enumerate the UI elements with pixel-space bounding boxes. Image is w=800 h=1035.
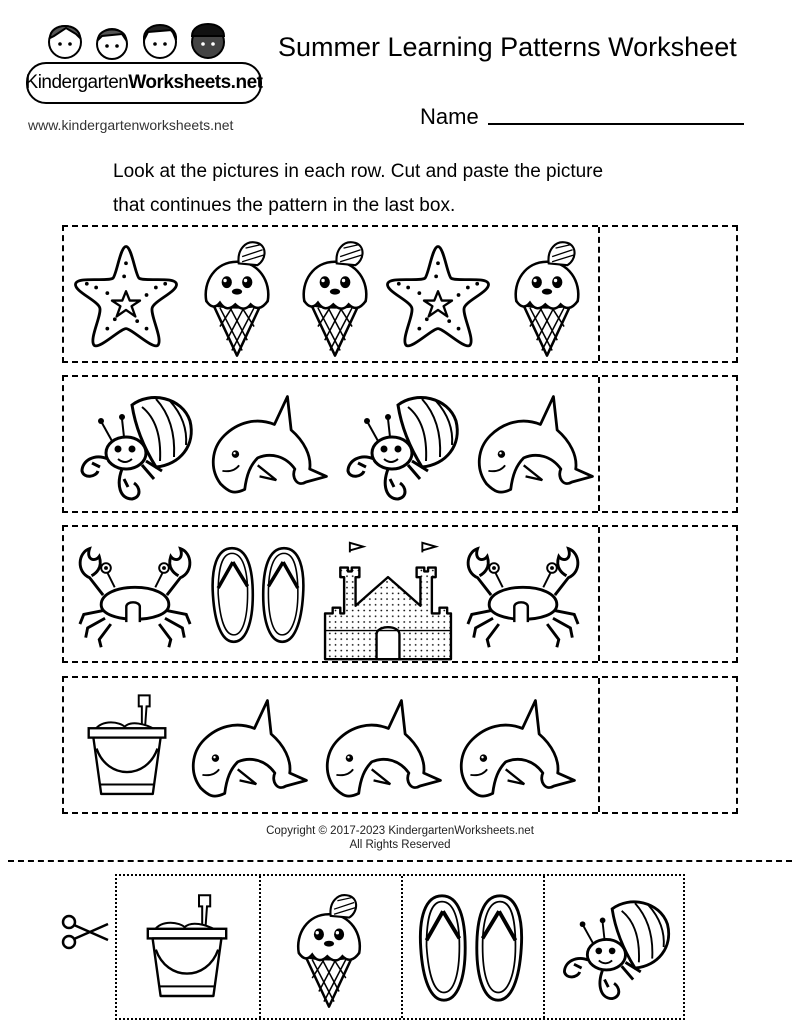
answer-box-divider	[598, 527, 600, 661]
name-write-line[interactable]	[488, 123, 744, 125]
logo-banner	[26, 62, 262, 104]
name-label: Name	[420, 104, 479, 129]
pattern-row-2	[62, 375, 738, 513]
dolphin-icon	[202, 387, 332, 499]
copyright	[0, 824, 800, 852]
cut-separator	[259, 876, 261, 1018]
crab-icon	[460, 539, 586, 655]
pattern-row-4	[62, 676, 738, 814]
flip-flops-icon[interactable]	[413, 890, 529, 1006]
ice-cream-icon	[194, 231, 280, 359]
hermit-crab-icon	[70, 387, 200, 507]
cut-separator	[543, 876, 545, 1018]
logo-text-worksheets: Worksheets.net	[128, 72, 263, 93]
scissors-icon	[60, 912, 110, 952]
dolphin-icon	[450, 690, 580, 804]
sandcastle-icon	[320, 539, 456, 663]
copyright-line: Copyright © 2017-2023 KindergartenWorksheets.net	[266, 825, 534, 837]
hermit-crab-icon	[336, 387, 466, 507]
answer-box-divider	[598, 227, 600, 361]
instructions	[113, 155, 713, 223]
instructions-line-1: Look at the pictures in each row. Cut and paste the picture	[113, 161, 604, 182]
cut-line	[8, 860, 792, 862]
dolphin-icon	[468, 387, 598, 499]
logo-text-kindergarten: Kindergarten	[25, 72, 129, 93]
starfish-icon	[70, 239, 182, 351]
starfish-icon	[382, 239, 494, 351]
answer-box-divider	[598, 377, 600, 511]
instructions-line-2: that continues the pattern in the last box.	[113, 195, 456, 216]
sand-bucket-icon	[84, 684, 170, 810]
ice-cream-icon[interactable]	[287, 884, 371, 1010]
sand-bucket-icon[interactable]	[143, 884, 231, 1012]
flip-flops-icon	[206, 541, 310, 649]
cut-out-strip	[115, 874, 685, 1020]
dolphin-icon	[316, 690, 446, 804]
crab-icon	[72, 539, 198, 655]
ice-cream-icon	[504, 231, 590, 359]
site-url: www.kindergartenworksheets.net	[28, 117, 234, 133]
hermit-crab-icon[interactable]	[553, 890, 677, 1008]
rights-line: All Rights Reserved	[349, 839, 451, 851]
cut-separator	[401, 876, 403, 1018]
dolphin-icon	[182, 690, 312, 804]
answer-box-divider	[598, 678, 600, 812]
page-title: Summer Learning Patterns Worksheet	[278, 32, 737, 62]
pattern-row-3	[62, 525, 738, 663]
pattern-row-1	[62, 225, 738, 363]
ice-cream-icon	[292, 231, 378, 359]
